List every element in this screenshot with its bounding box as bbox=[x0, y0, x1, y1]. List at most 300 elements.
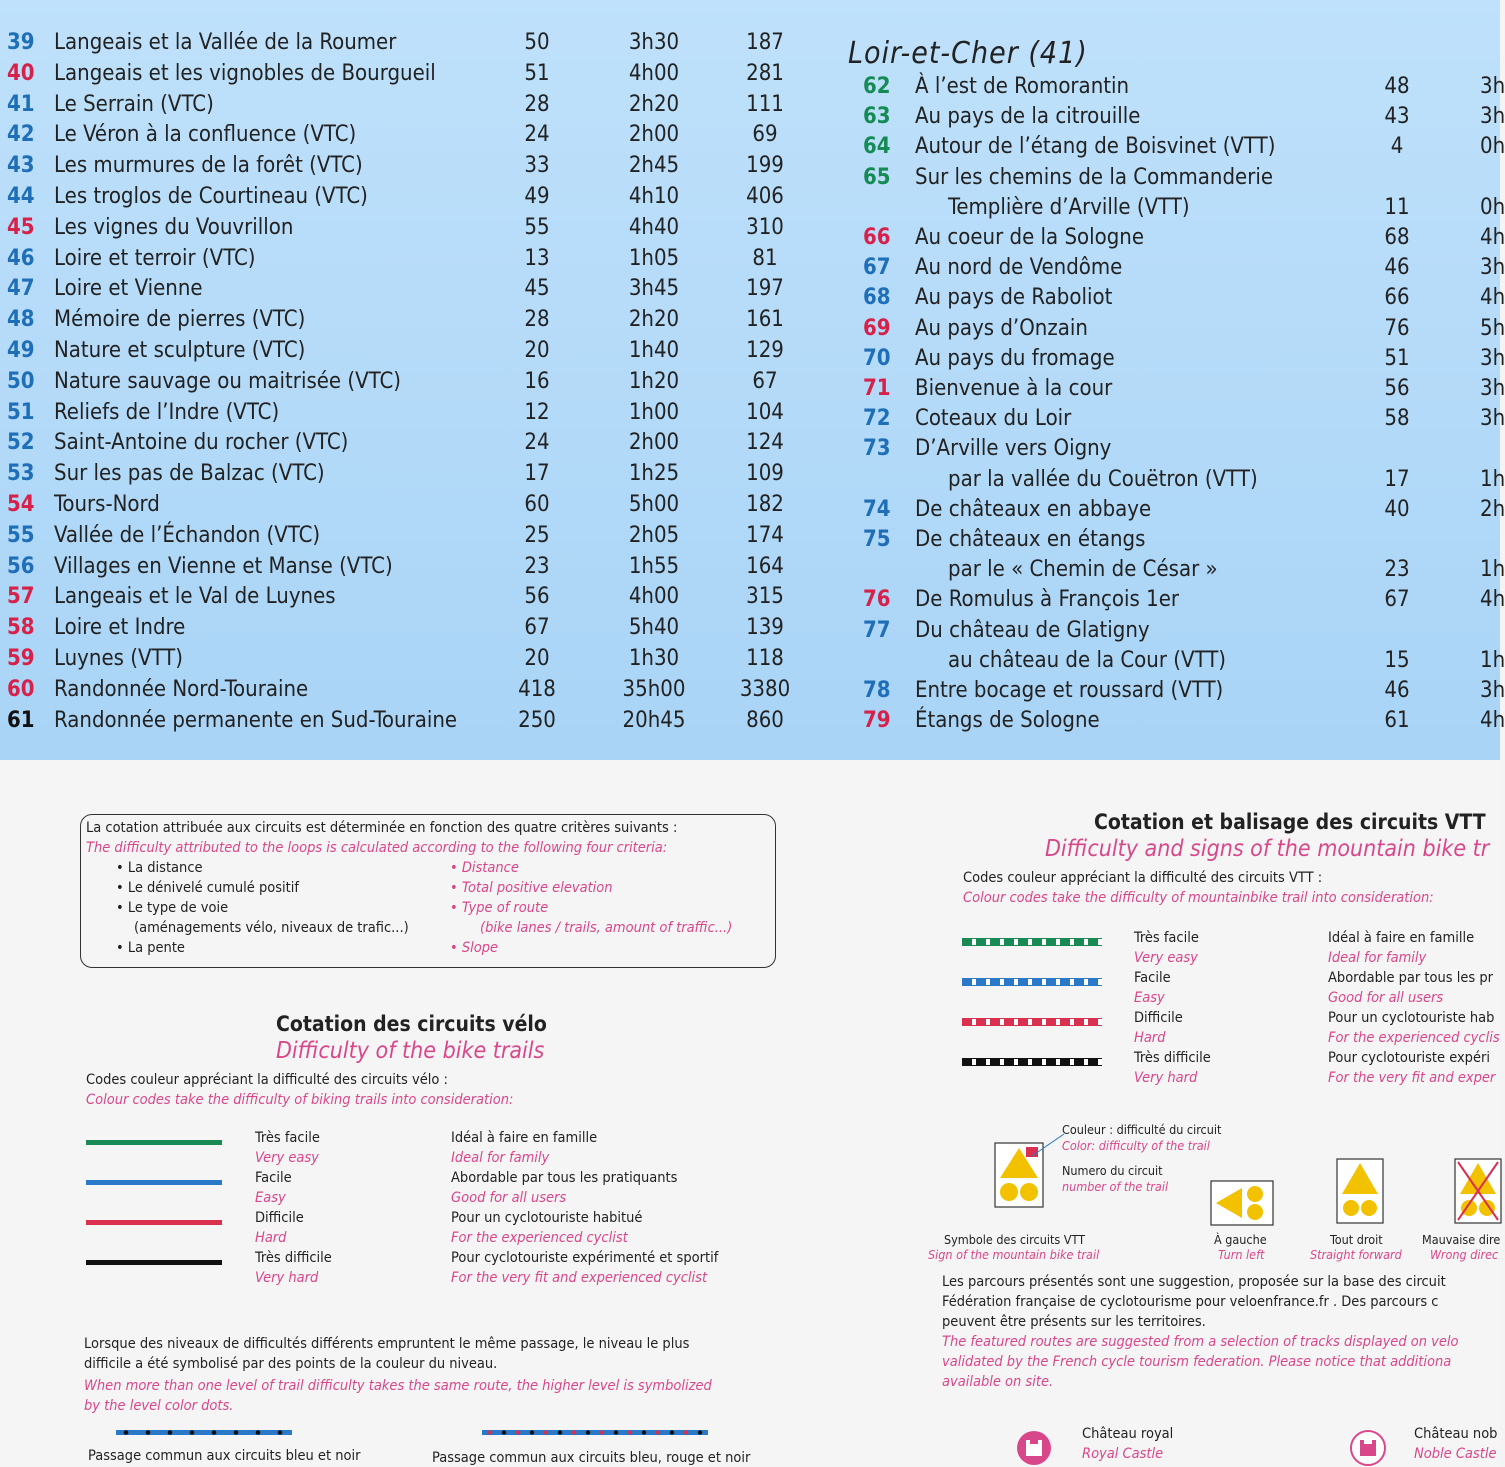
criteria-item: • Le type de voie bbox=[116, 900, 229, 916]
route-distance: 28 bbox=[524, 91, 550, 117]
route-row bbox=[0, 72, 1505, 102]
route-row bbox=[0, 253, 1505, 283]
route-duration: 2h45 bbox=[628, 153, 680, 179]
common-label-1: Passage commun aux circuits bleu et noir bbox=[88, 1448, 361, 1464]
bike-level-name-en: Very easy bbox=[255, 1150, 319, 1166]
vtt-level-dashed-line bbox=[962, 1018, 1102, 1026]
route-duration: 3h bbox=[1480, 345, 1505, 371]
route-number: 74 bbox=[863, 496, 891, 522]
route-name: Templière d’Arville (VTT) bbox=[948, 194, 1190, 220]
route-name: Coteaux du Loir bbox=[915, 406, 1072, 432]
route-distance: 24 bbox=[524, 122, 550, 148]
route-name: Les troglos de Courtineau (VTC) bbox=[54, 184, 368, 209]
route-duration: 4h bbox=[1480, 225, 1505, 250]
vtt-codes: Codes couleur appréciant la difficulté des circuits VTT : bbox=[963, 870, 1323, 886]
common-bleu-noir-line bbox=[116, 1428, 296, 1438]
criteria-intro-en: The difficulty attributed to the loops is calculated according to the following four criteria: bbox=[86, 840, 668, 856]
bike-note: Lorsque des niveaux de difficultés différents empruntent le même passage, le niveau le plus bbox=[84, 1336, 690, 1352]
route-elevation: 197 bbox=[746, 276, 784, 302]
bike-level-desc-en: For the very fit and experienced cyclist bbox=[451, 1270, 708, 1286]
route-distance: 56 bbox=[1384, 376, 1410, 401]
vtt-para: peuvent être présents sur les territoires. bbox=[942, 1314, 1206, 1330]
route-distance: 61 bbox=[1384, 708, 1410, 734]
route-distance: 51 bbox=[524, 60, 550, 86]
route-row bbox=[0, 193, 1505, 223]
vtt-level-dashed-line bbox=[962, 1058, 1102, 1066]
bike-level-name: Très facile bbox=[255, 1130, 320, 1146]
route-duration: 1h30 bbox=[628, 646, 680, 671]
criteria-item: • La pente bbox=[116, 940, 185, 956]
route-row bbox=[0, 525, 1500, 555]
route-number: 61 bbox=[7, 707, 35, 733]
bike-level-name-en: Very hard bbox=[255, 1270, 319, 1286]
bike-level-name: Facile bbox=[255, 1170, 292, 1186]
sign-number-label: Numero du circuit bbox=[1062, 1163, 1163, 1178]
vtt-level-desc-en: For the experienced cyclis bbox=[1328, 1030, 1500, 1046]
route-name: De Romulus à François 1er bbox=[915, 587, 1180, 613]
route-number: 66 bbox=[863, 225, 891, 250]
route-distance: 11 bbox=[1384, 194, 1410, 220]
bike-level-line bbox=[86, 1140, 222, 1145]
route-name: Sur les chemins de la Commanderie bbox=[915, 164, 1274, 190]
route-elevation: 406 bbox=[746, 184, 784, 209]
route-name: Langeais et le Val de Luynes bbox=[54, 584, 336, 610]
castle-noble-icon bbox=[1350, 1430, 1386, 1466]
route-duration: 3h bbox=[1480, 255, 1505, 281]
route-duration: 1h05 bbox=[628, 245, 680, 271]
bike-level-line bbox=[86, 1180, 222, 1185]
route-elevation: 199 bbox=[746, 153, 784, 179]
route-row bbox=[0, 465, 1505, 495]
route-elevation: 315 bbox=[746, 584, 784, 610]
route-distance: 48 bbox=[1384, 74, 1410, 99]
route-row bbox=[0, 676, 1505, 706]
route-duration: 5h00 bbox=[628, 492, 680, 517]
bike-level-name: Difficile bbox=[255, 1210, 304, 1226]
route-name: Étangs de Sologne bbox=[915, 708, 1100, 734]
route-number: 67 bbox=[863, 255, 891, 281]
route-distance: 13 bbox=[524, 245, 550, 271]
vtt-level-desc: Pour un cyclotouriste hab bbox=[1328, 1010, 1495, 1026]
vtt-level-desc: Idéal à faire en famille bbox=[1328, 930, 1475, 946]
route-distance: 20 bbox=[524, 646, 550, 671]
route-row bbox=[0, 28, 820, 58]
route-name: Au pays du fromage bbox=[915, 345, 1115, 371]
route-duration: 3h45 bbox=[628, 276, 680, 302]
route-name: Vallée de l’Échandon (VTC) bbox=[54, 522, 321, 548]
route-distance: 16 bbox=[524, 368, 550, 394]
route-distance: 50 bbox=[524, 30, 550, 55]
route-elevation: 187 bbox=[746, 30, 784, 55]
route-elevation: 81 bbox=[752, 245, 778, 271]
route-number: 57 bbox=[7, 584, 35, 610]
route-duration: 5h bbox=[1480, 315, 1505, 341]
vtt-level-name: Facile bbox=[1134, 970, 1171, 986]
route-name: Randonnée Nord-Touraine bbox=[54, 676, 309, 702]
route-duration: 2h20 bbox=[628, 307, 680, 333]
route-elevation: 310 bbox=[746, 214, 784, 240]
route-duration: 1h20 bbox=[628, 368, 680, 394]
route-name: Loire et Indre bbox=[54, 615, 186, 641]
route-name: Reliefs de l’Indre (VTC) bbox=[54, 399, 280, 425]
vtt-level-dashed-line bbox=[962, 938, 1102, 946]
vtt-level-name: Très facile bbox=[1134, 930, 1199, 946]
straight-forward-icon bbox=[1336, 1158, 1384, 1224]
bike-title: Cotation des circuits vélo bbox=[276, 1012, 547, 1036]
route-name: Au pays de la citrouille bbox=[915, 104, 1141, 130]
route-number: 77 bbox=[863, 617, 891, 643]
route-number: 79 bbox=[863, 708, 891, 734]
turn-left-label: À gauche bbox=[1214, 1232, 1267, 1247]
wrong-label: Mauvaise dire bbox=[1422, 1232, 1501, 1247]
route-number: 39 bbox=[7, 30, 35, 55]
route-row bbox=[0, 646, 1505, 676]
vtt-level-name-en: Easy bbox=[1134, 990, 1165, 1006]
castle-noble-label-en: Noble Castle bbox=[1414, 1446, 1497, 1462]
route-number: 58 bbox=[7, 615, 35, 641]
route-name: Mémoire de pierres (VTC) bbox=[54, 307, 306, 333]
vtt-level-name: Très difficile bbox=[1134, 1050, 1211, 1066]
route-number: 46 bbox=[7, 245, 35, 271]
route-row bbox=[0, 434, 1500, 464]
bike-note-en: by the level color dots. bbox=[84, 1398, 234, 1414]
route-number: 69 bbox=[863, 315, 891, 341]
route-duration: 1h bbox=[1480, 466, 1505, 492]
route-row bbox=[0, 283, 1505, 313]
route-row bbox=[0, 102, 1505, 132]
route-distance: 43 bbox=[1384, 104, 1410, 130]
route-duration: 2h00 bbox=[628, 430, 680, 456]
route-duration: 1h00 bbox=[628, 399, 680, 425]
criteria-item: • Le dénivelé cumulé positif bbox=[116, 880, 299, 896]
route-distance: 46 bbox=[1384, 678, 1410, 703]
route-elevation: 124 bbox=[746, 430, 784, 456]
route-name: Langeais et les vignobles de Bourgueil bbox=[54, 60, 436, 86]
route-elevation: 164 bbox=[746, 553, 784, 579]
route-elevation: 174 bbox=[746, 522, 784, 548]
route-distance: 60 bbox=[524, 492, 550, 517]
route-name: Au pays de Raboliot bbox=[915, 285, 1113, 311]
route-duration: 3h bbox=[1480, 376, 1505, 401]
criteria-item: • La distance bbox=[116, 860, 203, 876]
route-row bbox=[0, 616, 1500, 646]
route-row bbox=[0, 314, 1505, 344]
straight-label: Tout droit bbox=[1330, 1232, 1383, 1247]
route-name: Bienvenue à la cour bbox=[915, 376, 1113, 401]
route-distance: 55 bbox=[524, 214, 550, 240]
common-bleu-rouge-noir-line bbox=[482, 1428, 712, 1438]
bike-level-name-en: Easy bbox=[255, 1190, 286, 1206]
route-name: Nature sauvage ou maitrisée (VTC) bbox=[54, 368, 402, 394]
criteria-item-en: (bike lanes / trails, amount of traffic...) bbox=[480, 920, 733, 936]
route-distance: 4 bbox=[1390, 134, 1404, 160]
route-duration: 3h bbox=[1480, 104, 1505, 130]
route-distance: 12 bbox=[524, 399, 550, 425]
route-elevation: 139 bbox=[746, 615, 784, 641]
route-number: 64 bbox=[863, 134, 891, 160]
route-number: 47 bbox=[7, 276, 35, 302]
route-number: 71 bbox=[863, 376, 891, 401]
vtt-para: Fédération française de cyclotourisme pour veloenfrance.fr . Des parcours c bbox=[942, 1294, 1439, 1310]
route-number: 52 bbox=[7, 430, 35, 456]
route-elevation: 118 bbox=[746, 646, 784, 671]
route-duration: 1h55 bbox=[628, 553, 680, 579]
route-number: 65 bbox=[863, 164, 891, 190]
vtt-level-desc-en: For the very fit and exper bbox=[1328, 1070, 1496, 1086]
route-duration: 3h bbox=[1480, 406, 1505, 432]
symbol-label-en: Sign of the mountain bike trail bbox=[928, 1247, 1100, 1262]
route-number: 44 bbox=[7, 184, 35, 209]
sign-color-label-en: Color: difficulty of the trail bbox=[1062, 1138, 1210, 1153]
route-distance: 24 bbox=[524, 430, 550, 456]
route-row bbox=[0, 344, 1505, 374]
route-elevation: 109 bbox=[746, 461, 784, 487]
route-number: 63 bbox=[863, 104, 891, 130]
route-row bbox=[0, 495, 1505, 525]
route-name: Autour de l’étang de Boisvinet (VTT) bbox=[915, 134, 1276, 160]
route-number: 70 bbox=[863, 345, 891, 371]
route-name: Saint-Antoine du rocher (VTC) bbox=[54, 430, 349, 456]
route-elevation: 161 bbox=[746, 307, 784, 333]
vtt-level-dashed-line bbox=[962, 978, 1102, 986]
route-elevation: 3380 bbox=[739, 676, 791, 702]
route-number: 41 bbox=[7, 91, 35, 117]
bike-note-en: When more than one level of trail difficulty takes the same route, the higher level is symbolized bbox=[84, 1378, 712, 1394]
vtt-level-desc-en: Good for all users bbox=[1328, 990, 1444, 1006]
route-duration: 3h bbox=[1480, 678, 1505, 703]
route-duration: 1h40 bbox=[628, 338, 680, 363]
route-name: De châteaux en abbaye bbox=[915, 496, 1152, 522]
route-distance: 56 bbox=[524, 584, 550, 610]
route-name: Loire et terroir (VTC) bbox=[54, 245, 256, 271]
route-name: D’Arville vers Oigny bbox=[915, 436, 1112, 462]
route-name: Langeais et la Vallée de la Roumer bbox=[54, 30, 397, 55]
route-duration: 1h bbox=[1480, 647, 1505, 673]
route-duration: 4h bbox=[1480, 285, 1505, 311]
bike-level-desc-en: For the experienced cyclist bbox=[451, 1230, 628, 1246]
route-number: 42 bbox=[7, 122, 35, 148]
vtt-level-desc: Pour cyclotouriste expéri bbox=[1328, 1050, 1490, 1066]
bike-level-desc: Idéal à faire en famille bbox=[451, 1130, 598, 1146]
bike-level-desc: Abordable par tous les pratiquants bbox=[451, 1170, 678, 1186]
route-name: Les vignes du Vouvrillon bbox=[54, 214, 294, 240]
route-duration: 4h40 bbox=[628, 214, 680, 240]
route-duration: 1h25 bbox=[628, 461, 680, 487]
route-name: au château de la Cour (VTT) bbox=[948, 647, 1227, 673]
route-elevation: 104 bbox=[746, 399, 784, 425]
route-number: 49 bbox=[7, 338, 35, 363]
route-row bbox=[0, 555, 1505, 585]
route-number: 55 bbox=[7, 522, 35, 548]
route-name: De châteaux en étangs bbox=[915, 527, 1146, 552]
symbol-label: Symbole des circuits VTT bbox=[944, 1232, 1086, 1247]
vtt-para: Les parcours présentés sont une suggestion, proposée sur la base des circuit bbox=[942, 1274, 1446, 1290]
bike-level-name-en: Hard bbox=[255, 1230, 287, 1246]
criteria-intro: La cotation attribuée aux circuits est déterminée en fonction des quatre critères suivants : bbox=[86, 820, 678, 836]
route-duration: 3h30 bbox=[628, 30, 680, 55]
legend-section bbox=[0, 760, 1500, 1467]
route-name: Sur les pas de Balzac (VTC) bbox=[54, 461, 325, 487]
route-elevation: 182 bbox=[746, 492, 784, 517]
route-duration: 0h bbox=[1480, 134, 1505, 160]
route-number: 50 bbox=[7, 368, 35, 394]
castle-noble-label: Château nob bbox=[1414, 1426, 1498, 1442]
bike-codes-en: Colour codes take the difficulty of biking trails into consideration: bbox=[86, 1092, 514, 1108]
route-distance: 46 bbox=[1384, 255, 1410, 281]
bike-level-line bbox=[86, 1260, 222, 1265]
route-row bbox=[0, 585, 1505, 615]
route-number: 78 bbox=[863, 678, 891, 703]
route-distance: 51 bbox=[1384, 345, 1410, 371]
route-name: Les murmures de la forêt (VTC) bbox=[54, 153, 363, 179]
route-name: Luynes (VTT) bbox=[54, 646, 183, 671]
route-duration: 35h00 bbox=[622, 676, 686, 702]
route-name: Randonnée permanente en Sud-Touraine bbox=[54, 707, 458, 733]
criteria-item-en: • Type of route bbox=[450, 900, 549, 916]
route-duration: 0h bbox=[1480, 194, 1505, 220]
route-distance: 23 bbox=[524, 553, 550, 579]
route-number: 73 bbox=[863, 436, 891, 462]
criteria-item-en: • Total positive elevation bbox=[450, 880, 613, 896]
castle-royal-icon bbox=[1016, 1430, 1052, 1466]
route-row bbox=[0, 404, 1505, 434]
route-row bbox=[0, 132, 1505, 162]
route-duration: 2h05 bbox=[628, 522, 680, 548]
straight-label-en: Straight forward bbox=[1310, 1247, 1402, 1262]
route-number: 60 bbox=[7, 676, 35, 702]
route-name: Du château de Glatigny bbox=[915, 617, 1150, 643]
bike-title-en: Difficulty of the bike trails bbox=[276, 1038, 545, 1064]
route-name: Tours-Nord bbox=[54, 492, 160, 517]
route-distance: 17 bbox=[1384, 466, 1410, 492]
wrong-label-en: Wrong direc bbox=[1430, 1247, 1499, 1262]
wrong-direction-icon bbox=[1454, 1158, 1500, 1224]
route-duration: 1h bbox=[1480, 557, 1505, 583]
vtt-para-en: available on site. bbox=[942, 1374, 1054, 1390]
vtt-codes-en: Colour codes take the difficulty of mountainbike trail into consideration: bbox=[963, 890, 1434, 906]
sign-color-label: Couleur : difficulté du circuit bbox=[1062, 1122, 1222, 1137]
route-duration: 20h45 bbox=[622, 707, 686, 733]
route-name: Au pays d’Onzain bbox=[915, 315, 1088, 341]
route-name: par le « Chemin de César » bbox=[948, 557, 1218, 583]
bike-note: difficile a été symbolisé par des points de la couleur du niveau. bbox=[84, 1356, 498, 1372]
route-distance: 76 bbox=[1384, 315, 1410, 341]
route-number: 51 bbox=[7, 399, 35, 425]
route-name: Au nord de Vendôme bbox=[915, 255, 1123, 281]
route-distance: 418 bbox=[518, 676, 556, 702]
route-distance: 40 bbox=[1384, 496, 1410, 522]
route-name: Villages en Vienne et Manse (VTC) bbox=[54, 553, 393, 579]
vtt-level-name-en: Hard bbox=[1134, 1030, 1166, 1046]
route-number: 48 bbox=[7, 307, 35, 333]
turn-left-label-en: Turn left bbox=[1218, 1247, 1265, 1262]
route-distance: 20 bbox=[524, 338, 550, 363]
sign-number-label-en: number of the trail bbox=[1062, 1179, 1169, 1194]
route-number: 54 bbox=[7, 492, 35, 517]
vtt-title: Cotation et balisage des circuits VTT bbox=[1094, 810, 1486, 834]
bike-level-name: Très difficile bbox=[255, 1250, 332, 1266]
route-distance: 17 bbox=[524, 461, 550, 487]
route-duration: 2h00 bbox=[628, 122, 680, 148]
route-elevation: 860 bbox=[746, 707, 784, 733]
criteria-item: (aménagements vélo, niveaux de trafic...) bbox=[134, 920, 409, 936]
route-distance: 250 bbox=[518, 707, 556, 733]
route-duration: 4h00 bbox=[628, 584, 680, 610]
route-number: 56 bbox=[7, 553, 35, 579]
vtt-level-name: Difficile bbox=[1134, 1010, 1183, 1026]
route-duration: 2h bbox=[1480, 496, 1505, 522]
route-elevation: 67 bbox=[752, 368, 778, 394]
criteria-item-en: • Distance bbox=[450, 860, 519, 876]
castle-royal-label-en: Royal Castle bbox=[1082, 1446, 1164, 1462]
region-title: Loir-et-Cher (41) bbox=[848, 36, 1088, 71]
castle-royal-label: Château royal bbox=[1082, 1426, 1174, 1442]
route-row bbox=[0, 163, 1500, 193]
route-distance: 15 bbox=[1384, 647, 1410, 673]
route-name: Le Véron à la confluence (VTC) bbox=[54, 122, 357, 148]
bike-level-desc-en: Good for all users bbox=[451, 1190, 567, 1206]
route-duration: 4h bbox=[1480, 587, 1505, 613]
route-distance: 23 bbox=[1384, 557, 1410, 583]
route-name: Loire et Vienne bbox=[54, 276, 203, 302]
route-name: Le Serrain (VTC) bbox=[54, 91, 214, 117]
route-distance: 68 bbox=[1384, 225, 1410, 250]
route-duration: 4h bbox=[1480, 708, 1505, 734]
route-duration: 4h00 bbox=[628, 60, 680, 86]
route-distance: 28 bbox=[524, 307, 550, 333]
common-label-2: Passage commun aux circuits bleu, rouge et noir bbox=[432, 1450, 751, 1466]
vtt-para-en: validated by the French cycle tourism federation. Please notice that additiona bbox=[942, 1354, 1452, 1370]
route-number: 53 bbox=[7, 461, 35, 487]
bike-level-desc: Pour un cyclotouriste habitué bbox=[451, 1210, 643, 1226]
route-elevation: 111 bbox=[746, 91, 784, 117]
route-elevation: 69 bbox=[752, 122, 778, 148]
turn-left-icon bbox=[1210, 1180, 1274, 1226]
route-elevation: 281 bbox=[746, 60, 784, 86]
route-duration: 3h bbox=[1480, 74, 1505, 99]
vtt-level-name-en: Very easy bbox=[1134, 950, 1198, 966]
route-distance: 66 bbox=[1384, 285, 1410, 311]
route-number: 76 bbox=[863, 587, 891, 613]
route-name: Entre bocage et roussard (VTT) bbox=[915, 678, 1224, 703]
route-elevation: 129 bbox=[746, 338, 784, 363]
route-duration: 5h40 bbox=[628, 615, 680, 641]
route-name: Nature et sculpture (VTC) bbox=[54, 338, 306, 363]
route-number: 68 bbox=[863, 285, 891, 311]
route-name: À l’est de Romorantin bbox=[915, 74, 1130, 99]
route-distance: 45 bbox=[524, 276, 550, 302]
criteria-item-en: • Slope bbox=[450, 940, 499, 956]
route-row bbox=[0, 706, 1505, 736]
route-row bbox=[0, 223, 1505, 253]
vtt-title-en: Difficulty and signs of the mountain bike tr bbox=[1045, 836, 1490, 862]
route-distance: 67 bbox=[524, 615, 550, 641]
vtt-level-desc: Abordable par tous les pr bbox=[1328, 970, 1493, 986]
vtt-para-en: The featured routes are suggested from a selection of tracks displayed on velo bbox=[942, 1334, 1459, 1350]
bike-level-line bbox=[86, 1220, 222, 1225]
route-number: 45 bbox=[7, 214, 35, 240]
route-number: 75 bbox=[863, 527, 891, 552]
vtt-level-desc-en: Ideal for family bbox=[1328, 950, 1427, 966]
bike-codes: Codes couleur appréciant la difficulté des circuits vélo : bbox=[86, 1072, 448, 1088]
route-distance: 58 bbox=[1384, 406, 1410, 432]
route-number: 62 bbox=[863, 74, 891, 99]
route-distance: 49 bbox=[524, 184, 550, 209]
bike-level-desc-en: Ideal for family bbox=[451, 1150, 550, 1166]
route-distance: 67 bbox=[1384, 587, 1410, 613]
vtt-level-name-en: Very hard bbox=[1134, 1070, 1198, 1086]
route-distance: 25 bbox=[524, 522, 550, 548]
